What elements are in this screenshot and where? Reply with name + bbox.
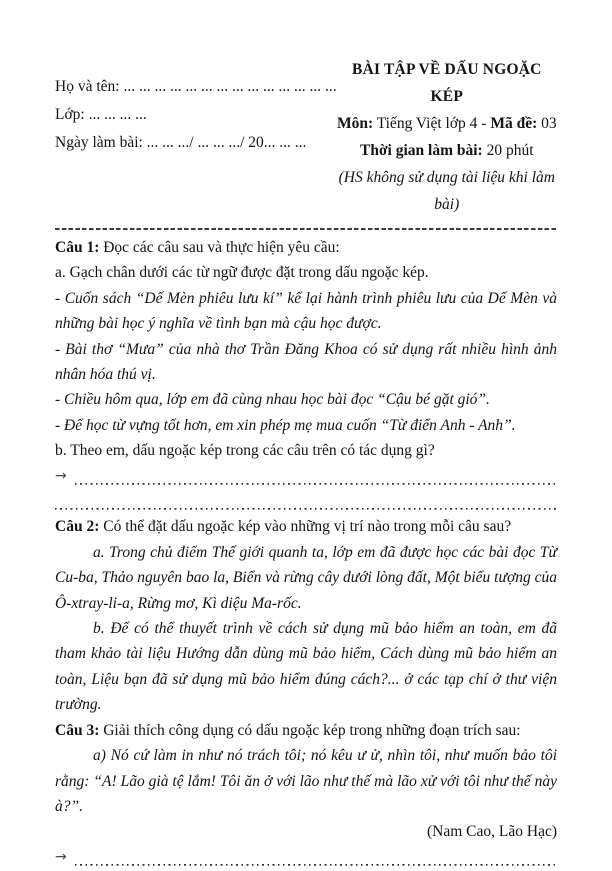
subject-label: Môn: xyxy=(336,115,374,132)
duration-label: Thời gian làm bài: xyxy=(360,142,483,159)
exam-date-line: Ngày làm bài: ... ... .../ ... ... .../ 20... ... ... xyxy=(55,134,307,151)
exam-code-label: Mã đề: xyxy=(490,115,538,132)
q2-part-a: a. Trong chủ điểm Thế giới quanh ta, lớp em đã được học các bài đọc Từ Cu-ba, Thảo nguyên bao la, Biển và rừng cây dưới lòng đất, Một biểu tượng của Ô-xtray-li-a, Rừng mơ, Kì diệu Ma-rốc. xyxy=(55,543,557,612)
exam-title: BÀI TẬP VỀ DẤU NGOẶC KÉP xyxy=(352,61,542,105)
q1-answer-dots-1 xyxy=(75,464,557,489)
q3-label: Câu 3: xyxy=(55,721,100,739)
q1-part-b: b. Theo em, dấu ngoặc kép trong các câu trên có tác dụng gì? xyxy=(55,442,435,460)
student-name-line: Họ và tên: ... ... ... ... ... ... ... ... ... ... ... ... ... ... xyxy=(55,78,337,95)
q1-answer-dots-2 xyxy=(55,489,557,514)
q1-example-4: - Để học từ vựng tốt hơn, em xin phép mẹ mua cuốn “Từ điển Anh - Anh”. xyxy=(55,416,516,434)
exam-info-block xyxy=(337,56,557,218)
q2-part-b: b. Để có thể thuyết trình về cách sử dụng mũ bảo hiểm an toàn, em đã tham khảo tài liệu Hướng dẫn dùng mũ bảo hiểm, Cách dùng mũ bảo hiểm an toàn, Liệu bạn đã sử dụng mũ bảo hiểm đúng cách?... ở các tạp chí ở thư viện trường. xyxy=(55,620,557,714)
arrow-icon: → xyxy=(55,467,67,484)
duration-value: 20 phút xyxy=(482,142,534,159)
q2-label: Câu 2: xyxy=(55,518,100,536)
subject-value: Tiếng Việt lớp 4 - xyxy=(373,115,491,132)
q1-example-2: - Bài thơ “Mưa” của nhà thơ Trần Đăng Khoa có sử dụng rất nhiều hình ảnh nhân hóa thú vị. xyxy=(55,340,557,384)
student-class-line: Lớp: ... ... ... ... xyxy=(55,106,147,123)
q2-heading xyxy=(55,514,557,539)
q1-part-a: a. Gạch chân dưới các từ ngữ được đặt trong dấu ngoặc kép. xyxy=(55,264,429,282)
q3-answer-line-1 xyxy=(55,845,557,870)
q1-label: Câu 1: xyxy=(55,239,100,256)
worksheet-body xyxy=(55,235,557,871)
exam-note: (HS không sử dụng tài liệu khi làm bài) xyxy=(338,169,555,213)
exam-duration-line xyxy=(337,137,557,164)
exam-code-value: 03 xyxy=(537,115,557,132)
q1-example-3: - Chiều hôm qua, lớp em đã cùng nhau học bài đọc “Cậu bé gặt gió”. xyxy=(55,391,490,409)
exam-subject-line xyxy=(337,110,557,137)
arrow-icon: → xyxy=(55,848,67,865)
header xyxy=(55,56,557,218)
q3-source-citation: (Nam Cao, Lão Hạc) xyxy=(427,823,557,841)
student-info-block xyxy=(55,73,337,218)
q1-example-1: - Cuốn sách “Dế Mèn phiêu lưu kí” kể lại hành trình phiêu lưu của Dế Mèn và những bài học ý nghĩa về tình bạn mà cậu học được. xyxy=(55,289,557,333)
q3-answer-dots-1 xyxy=(75,845,557,870)
q3-part-a: a) Nó cứ làm in như nó trách tôi; nó kêu ư ử, nhìn tôi, như muốn bảo tôi rằng: “A! Lão già tệ lắm! Tôi ăn ở với lão như thế mà lão xử với tôi như thế này à?”. xyxy=(55,747,557,815)
q1-prompt: Đọc các câu sau và thực hiện yêu cầu: xyxy=(99,239,340,256)
q1-answer-line-1 xyxy=(55,464,557,489)
header-separator xyxy=(55,228,557,230)
q3-prompt: Giải thích công dụng có dấu ngoặc kép trong những đoạn trích sau: xyxy=(99,721,521,739)
q1-heading xyxy=(55,235,557,260)
q2-prompt: Có thể đặt dấu ngoặc kép vào những vị trí nào trong mỗi câu sau? xyxy=(99,518,512,536)
q3-heading xyxy=(55,718,557,743)
